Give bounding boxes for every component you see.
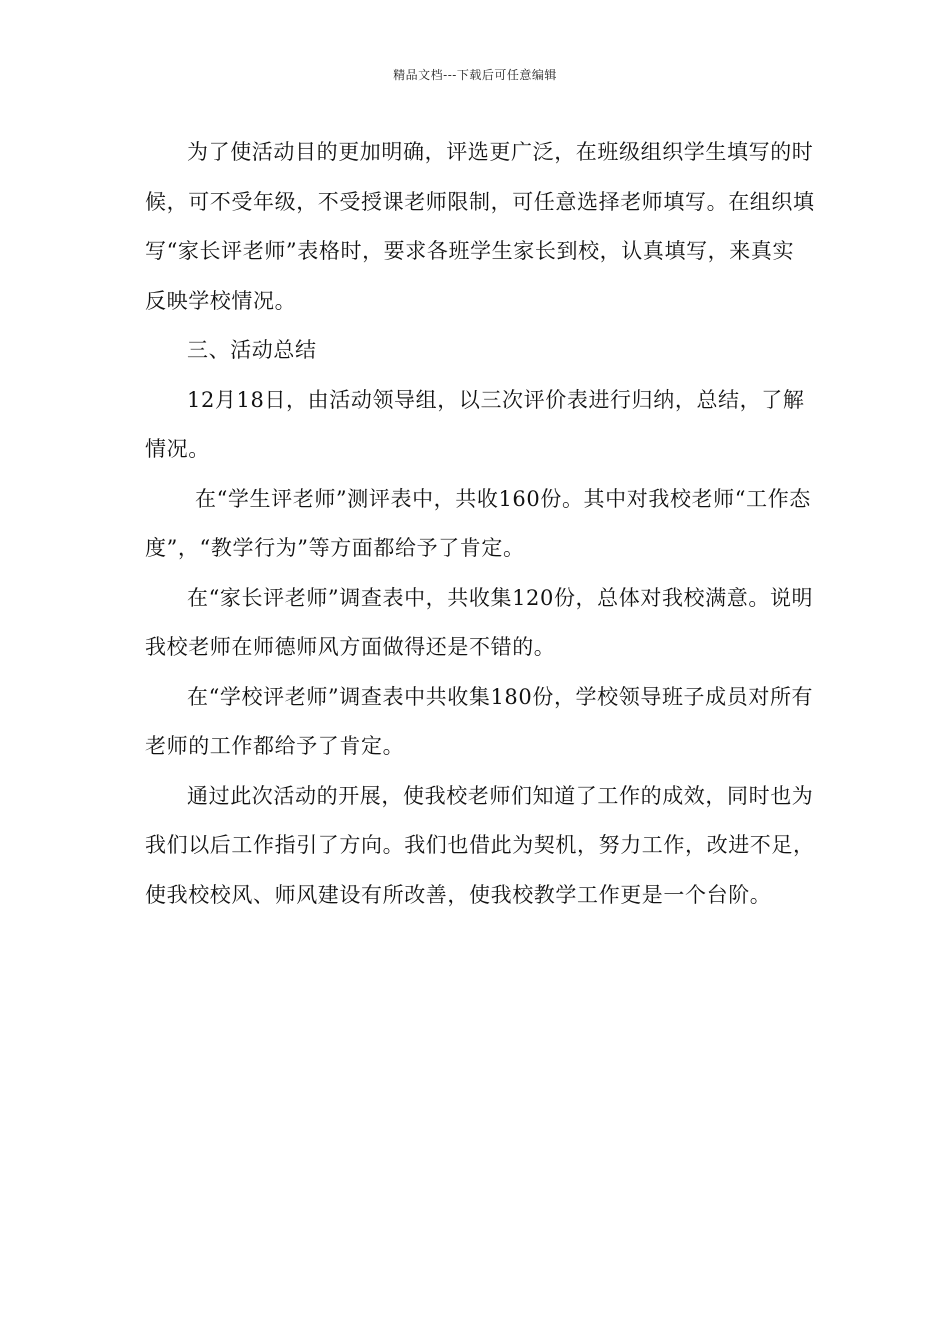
section-heading-summary: 三、活动总结 (187, 338, 317, 362)
paragraph-student-evaluation: 在“学生评老师”测评表中，共收160份。其中对我校老师“工作态度”，“教学行为”等方面都给予了肯定。 (145, 486, 811, 560)
page-header: 精品文档---下载后可任意编辑 (393, 68, 557, 82)
paragraph-selection-method: 为了使活动目的更加明确，评选更广泛，在班级组织学生填写的时候，可不受年级，不受授课老师限制，可任意选择老师填写。在组织填写“家长评老师”表格时，要求各班学生家长到校，认真填写，来真实反映学校情况。 (145, 140, 815, 313)
paragraph-school-evaluation: 在“学校评老师”调查表中共收集180份，学校领导班子成员对所有老师的工作都给予了肯定。 (145, 684, 814, 758)
paragraph-parent-evaluation: 在“家长评老师”调查表中，共收集120份，总体对我校满意。说明我校老师在师德师风方面做得还是不错的。 (145, 585, 814, 659)
paragraph-summary-date: 12月18日，由活动领导组，以三次评价表进行归纳，总结，了解情况。 (145, 387, 805, 461)
paragraph-conclusion: 通过此次活动的开展，使我校老师们知道了工作的成效，同时也为我们以后工作指引了方向。我们也借此为契机，努力工作，改进不足，使我校校风、师风建设有所改善，使我校教学工作更是一个台阶。 (145, 783, 815, 907)
document-body (145, 128, 815, 920)
